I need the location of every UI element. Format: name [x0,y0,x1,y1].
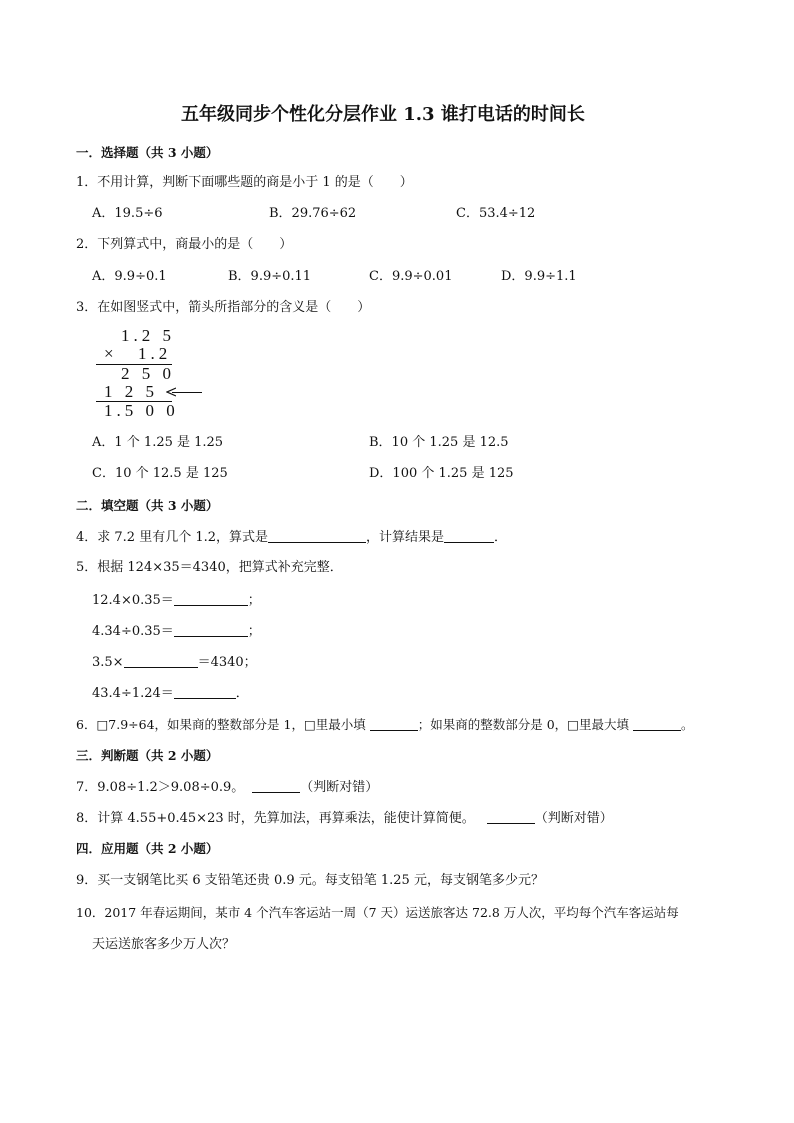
answer-blank[interactable] [633,717,681,731]
question-6-text-1: 6．□7.9÷64，如果商的整数部分是 1，□里最小填 [76,717,370,732]
question-2-option-b: B．9.9÷0.11 [228,269,312,284]
question-8 [76,810,613,827]
answer-blank[interactable] [174,592,248,606]
question-5-line-3-end: ＝4340； [197,655,257,670]
question-2-option-d: D．9.9÷1.1 [501,269,577,284]
question-6-text-2: ；如果商的整数部分是 0，□里最大填 [417,717,633,732]
question-5-line-4-end: ． [235,686,249,701]
question-3-option-a: A．1 个 1.25 是 1.25 [92,435,224,450]
question-5-line-2-text: 4.34÷0.35＝ [92,624,174,639]
question-6 [76,717,693,733]
question-1-option-b: B．29.76÷62 [269,206,357,221]
question-10-line-2: 天运送旅客多少万人次？ [92,937,236,952]
answer-blank[interactable] [444,529,494,543]
calc-arrow-shaft [172,392,202,393]
question-1-stem: 1．不用计算，判断下面哪些题的商是小于 1 的是（ ） [76,175,413,190]
question-4-text-1: 4．求 7.2 里有几个 1.2，算式是 [76,530,269,545]
question-7 [76,779,378,796]
answer-blank[interactable] [370,717,418,731]
question-5-line-1-end: ； [247,593,261,608]
question-8-suffix: （判断对错） [534,811,613,826]
question-4-text-3: ． [494,530,508,545]
question-10-line-1: 10．2017 年春运期间，某市 4 个汽车客运站一周（7 天）运送旅客达 72.8 万人次，平均每个汽车客运站每 [76,905,679,920]
answer-blank[interactable] [124,654,198,668]
question-5-stem: 5．根据 124×35＝4340，把算式补充完整． [76,560,343,575]
section-heading-application: 四．应用题（共 2 小题） [76,841,219,856]
question-1-option-c: C．53.4÷12 [456,206,536,221]
question-3-option-d: D．100 个 1.25 是 125 [369,466,514,481]
question-1-option-a: A．19.5÷6 [92,206,163,221]
question-2-option-c: C．9.9÷0.01 [369,269,453,284]
question-3-stem: 3．在如图竖式中，箭头所指部分的含义是（ ） [76,300,371,315]
calc-row-multiplier: 1.2 [138,344,172,363]
calc-row-multiplicand: 1.2 5 [121,326,175,345]
question-3-option-c: C．10 个 12.5 是 125 [92,466,228,481]
question-5-line-1-text: 12.4×0.35＝ [92,593,174,608]
question-5-line-1 [92,592,261,609]
answer-blank[interactable] [174,685,236,699]
section-heading-choice: 一．选择题（共 3 小题） [76,145,219,160]
question-5-line-2 [92,623,261,640]
question-5-line-3-text: 3.5× [92,655,124,670]
question-2-option-a: A．9.9÷0.1 [92,269,167,284]
question-8-text: 8．计算 4.55+0.45×23 时，先算加法，再算乘法，能使计算简便。 [76,811,475,826]
question-5-line-2-end: ； [247,624,261,639]
page-title: 五年级同步个性化分层作业 1.3 谁打电话的时间长 [181,104,585,125]
answer-blank[interactable] [268,529,366,543]
question-5-line-4-text: 43.4÷1.24＝ [92,686,174,701]
answer-blank[interactable] [252,779,300,793]
calc-row-operator: × [104,344,118,363]
question-9: 9．买一支钢笔比买 6 支铅笔还贵 0.9 元。每支铅笔 1.25 元，每支钢笔多少元？ [76,873,544,888]
question-5-line-3 [92,654,257,671]
question-3-option-b: B．10 个 1.25 是 12.5 [369,435,509,450]
calc-row-partial-1: 2 5 0 [121,364,175,383]
question-6-text-3: 。 [680,717,694,732]
arrow-left-icon [166,387,176,397]
calc-row-product: 1.5 0 0 [104,401,179,420]
question-4-text-2: ，计算结果是 [366,530,445,545]
question-7-text: 7．9.08÷1.2＞9.08÷0.9。 [76,780,245,795]
question-4 [76,529,507,546]
question-5-line-4 [92,685,249,702]
answer-blank[interactable] [174,623,248,637]
calc-row-partial-2: 1 2 5 [104,382,158,401]
section-heading-fill-blank: 二．填空题（共 3 小题） [76,498,219,513]
answer-blank[interactable] [487,810,535,824]
section-heading-judge: 三．判断题（共 2 小题） [76,748,219,763]
question-7-suffix: （判断对错） [300,780,379,795]
question-2-stem: 2．下列算式中，商最小的是（ ） [76,237,293,252]
